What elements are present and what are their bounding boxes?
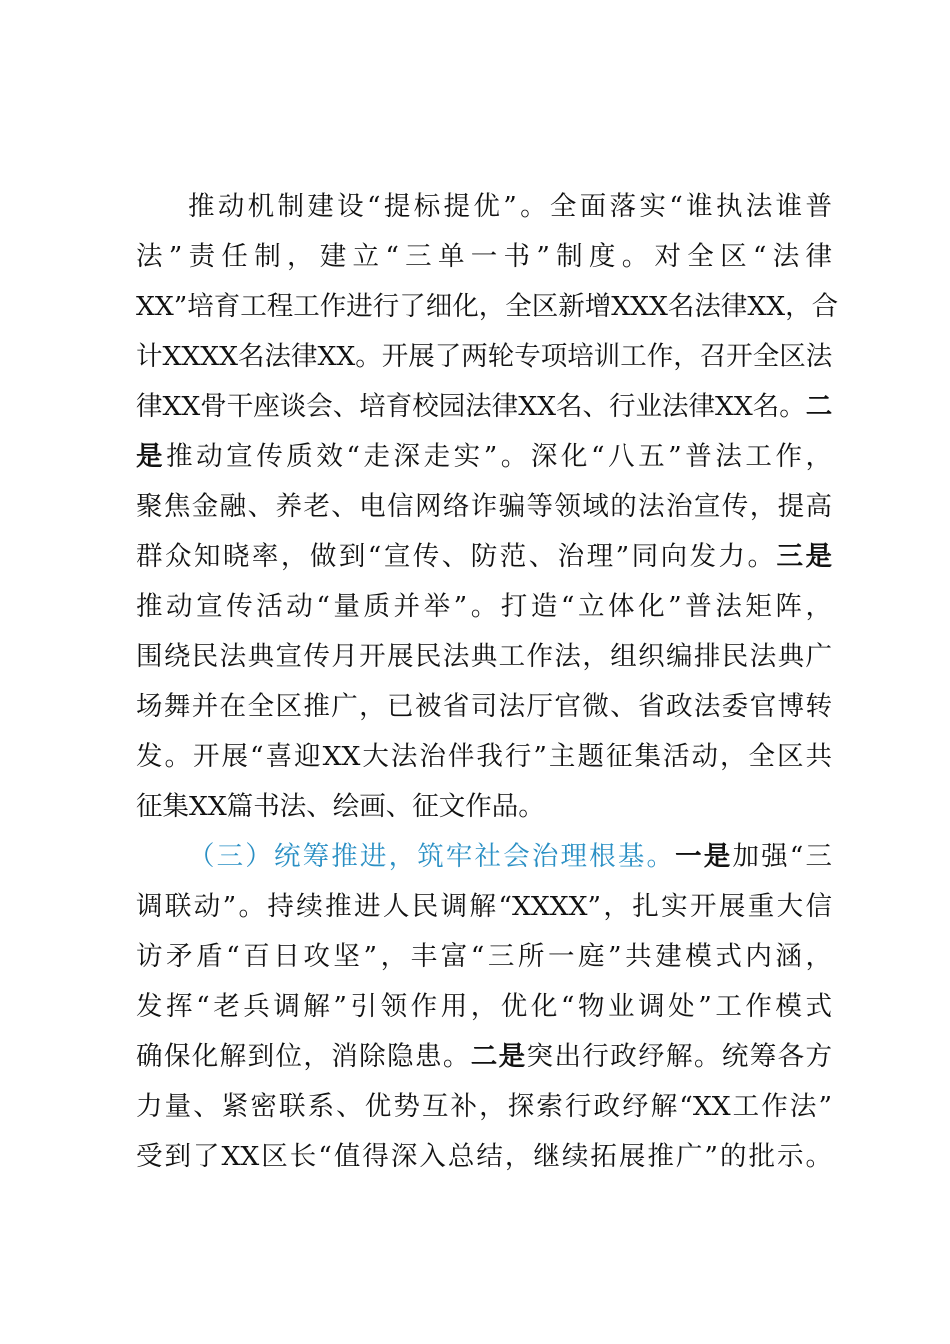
line-text: 围绕民法典宣传月开展民法典工作法，组织编排民法典广 (136, 641, 832, 672)
paragraph-line (136, 1137, 832, 1177)
line-text: 调联动”。持续推进人民调解“XXXX”，扎实开展重大信 (136, 891, 832, 922)
paragraph-line (136, 1037, 832, 1077)
bold-marker: 一是 (675, 841, 733, 872)
line-text: 发挥“老兵调解”引领作用，优化“物业调处”工作模式 (136, 991, 832, 1022)
line-text: 发。开展“喜迎XX大法治伴我行”主题征集活动，全区共 (136, 741, 832, 772)
line-text: 群众知晓率，做到“宣传、防范、治理”同向发力。 (136, 541, 777, 572)
paragraph-line (136, 487, 832, 527)
line-text: 法”责任制，建立“三单一书”制度。对全区“法律 (136, 241, 832, 272)
paragraph-line (136, 337, 832, 377)
line-text: 力量、紧密联系、优势互补，探索行政纾解“XX工作法” (136, 1091, 832, 1122)
paragraph-line (136, 987, 832, 1027)
paragraph-line (188, 837, 832, 877)
bold-marker: 二 (805, 391, 833, 422)
bold-marker: 是 (136, 441, 167, 472)
paragraph-line (136, 587, 832, 627)
line-text: 征集XX篇书法、绘画、征文作品。 (136, 791, 545, 822)
section-heading: （三）统筹推进，筑牢社会治理根基。 (188, 841, 676, 872)
bold-marker: 二是 (470, 1041, 527, 1072)
line-text: 访矛盾“百日攻坚”，丰富“三所一庭”共建模式内涵， (136, 941, 832, 972)
paragraph-line (136, 737, 832, 777)
line-text: 推动机制建设“提标提优”。全面落实“谁执法谁普 (188, 191, 832, 222)
paragraph-line (136, 887, 832, 927)
line-text: 确保化解到位，消除隐患。 (136, 1041, 471, 1072)
paragraph-line (136, 1087, 832, 1127)
line-text: XX”培育工程工作进行了细化，全区新增XXX名法律XX，合 (136, 291, 839, 322)
line-text: 受到了XX区长“值得深入总结，继续拓展推广”的批示。 (136, 1141, 832, 1172)
line-text: 律XX骨干座谈会、培育校园法律XX名、行业法律XX名。 (136, 391, 806, 422)
line-text: 推动宣传活动“量质并举”。打造“立体化”普法矩阵， (136, 591, 832, 622)
line-text: 场舞并在全区推广，已被省司法厅官微、省政法委官博转 (136, 691, 832, 722)
bold-marker: 三是 (776, 541, 832, 572)
paragraph-line (136, 687, 832, 727)
line-text: 推动宣传质效“走深走实”。深化“八五”普法工作， (166, 441, 832, 472)
paragraph-line (188, 187, 832, 227)
paragraph-line (136, 787, 832, 827)
line-text: 加强“三 (732, 841, 832, 872)
paragraph-line (136, 287, 839, 327)
paragraph-line (136, 437, 832, 477)
line-text: 聚焦金融、养老、电信网络诈骗等领域的法治宣传，提高 (136, 491, 832, 522)
line-text: 计XXXX名法律XX。开展了两轮专项培训工作，召开全区法 (136, 341, 833, 372)
paragraph-line (136, 237, 832, 277)
paragraph-line (136, 387, 832, 427)
paragraph-line (136, 537, 832, 577)
paragraph-line (136, 937, 832, 977)
paragraph-line (136, 637, 832, 677)
line-text: 突出行政纾解。统筹各方 (526, 1041, 833, 1072)
